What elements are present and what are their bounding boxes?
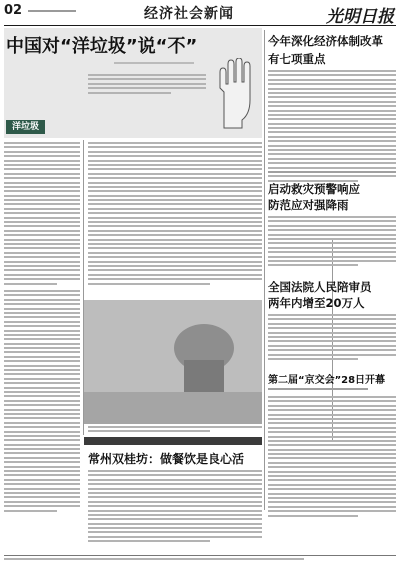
headline-court-2: 两年内增至20万人 — [268, 296, 365, 310]
bottom-story-placeholder — [88, 470, 262, 545]
date-line-placeholder — [28, 8, 76, 14]
headline-court: 全国法院人民陪审员 — [268, 280, 372, 294]
bottom-section-band — [84, 437, 262, 445]
masthead-rule — [4, 25, 396, 26]
column-divider — [264, 30, 265, 510]
photo-caption-placeholder — [88, 426, 262, 435]
lead-headline: 中国对“洋垃圾”说“不” — [6, 36, 198, 57]
disaster-overline-placeholder — [268, 171, 396, 173]
court-story-placeholder — [268, 314, 396, 362]
headline-reform: 今年深化经济体制改革 — [268, 34, 383, 48]
news-photo — [84, 300, 262, 424]
lead-story-banner — [4, 28, 262, 138]
disaster-story-placeholder — [268, 216, 396, 269]
footer-placeholder — [4, 558, 304, 561]
expo-story-placeholder — [268, 396, 396, 519]
photo-illustration — [84, 300, 262, 424]
headline-disaster: 启动救灾预警响应 — [268, 182, 360, 196]
footer-rule — [4, 555, 396, 556]
story-tag: 洋垃圾 — [6, 120, 45, 134]
headline-reform-2: 有七项重点 — [268, 52, 326, 66]
paper-logo: 光明日报 — [326, 7, 394, 27]
byline-placeholder — [114, 62, 194, 64]
stop-hand-icon — [210, 58, 260, 132]
lead-story-text-placeholder — [4, 142, 80, 287]
expo-subdeck-placeholder — [268, 388, 368, 390]
lead-deck-placeholder — [88, 74, 206, 114]
section-title: 经济社会新闻 — [144, 6, 234, 22]
middle-text-placeholder — [88, 142, 262, 287]
page-number: 02 — [4, 3, 23, 18]
bottom-headline: 常州双桂坊：做餐饮是良心活 — [88, 452, 245, 466]
headline-expo: 第二届“京交会”28日开幕 — [268, 375, 386, 386]
headline-disaster-2: 防范应对强降雨 — [268, 198, 349, 212]
reform-story-placeholder — [268, 70, 396, 184]
masthead — [4, 2, 396, 27]
news-briefs-placeholder — [4, 290, 80, 514]
